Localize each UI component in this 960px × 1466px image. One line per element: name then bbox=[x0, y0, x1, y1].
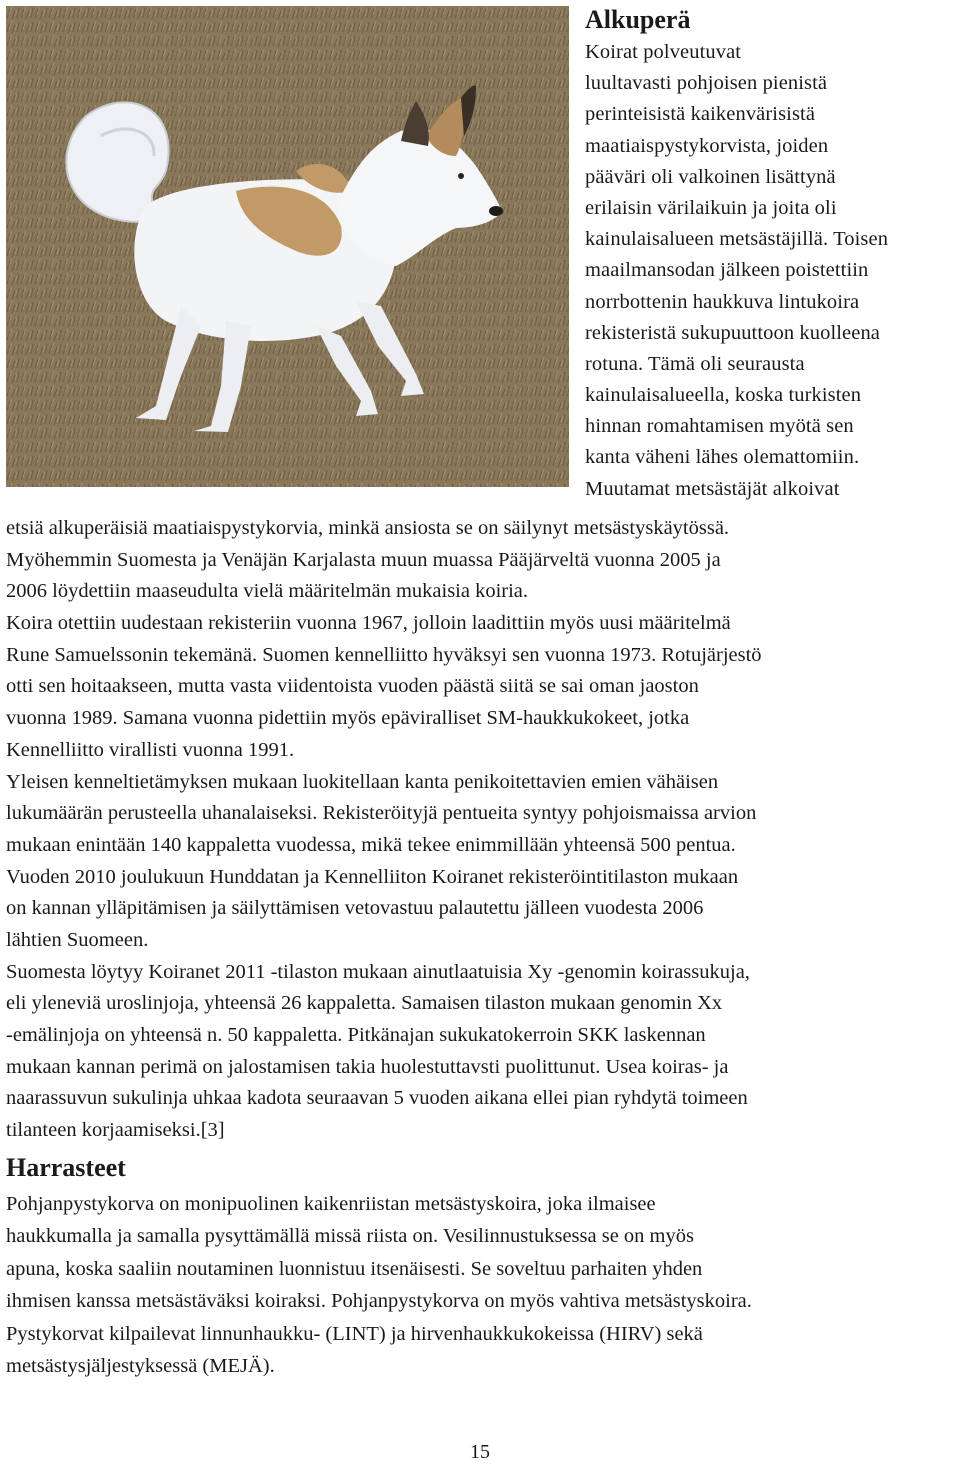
text-line: apuna, koska saaliin noutaminen luonnistuu itsenäisesti. Se soveltuu parhaiten yhden bbox=[6, 1257, 703, 1280]
text-line: Suomesta löytyy Koiranet 2011 -tilaston mukaan ainutlaatuisia Xy -genomin koirassukuja, bbox=[6, 960, 750, 983]
text-line: maatiaispystykorvista, joiden bbox=[585, 134, 829, 157]
alkupera-body-text bbox=[6, 513, 762, 1147]
alkupera-wrapped-paragraph bbox=[585, 37, 888, 505]
text-line: rotuna. Tämä oli seurausta bbox=[585, 352, 805, 375]
text-line: ihmisen kanssa metsästäväksi koiraksi. Pohjanpystykorva on myös vahtiva metsästyskoira. bbox=[6, 1290, 752, 1313]
text-line: lukumäärän perusteella uhanalaiseksi. Rekisteröityjä pentueita syntyy pohjoismaissa arvion bbox=[6, 802, 757, 825]
text-line: Koirat polveutuvat bbox=[585, 41, 742, 63]
text-line: 2006 löydettiin maaseudulta vielä määritelmän mukaisia koiria. bbox=[6, 580, 529, 603]
text-line: lähtien Suomeen. bbox=[6, 928, 149, 951]
text-line: luultavasti pohjoisen pienistä bbox=[585, 72, 828, 95]
text-line: Yleisen kenneltietämyksen mukaan luokitellaan kanta penikoitettavien emien vähäisen bbox=[6, 770, 719, 793]
section-heading-alkupera: Alkuperä bbox=[585, 5, 691, 34]
text-line: maailmansodan jälkeen poistettiin bbox=[585, 259, 869, 282]
text-line: tilanteen korjaamiseksi.[3] bbox=[6, 1119, 225, 1142]
text-line: Myöhemmin Suomesta ja Venäjän Karjalasta muun muassa Pääjärveltä vuonna 2005 ja bbox=[6, 548, 721, 571]
text-line: mukaan kannan perimä on jalostamisen takia huolestuttavsti puolittunut. Usea koiras- ja bbox=[6, 1055, 729, 1078]
text-line: metsästysjäljestyksessä (MEJÄ). bbox=[6, 1354, 275, 1377]
text-line: hinnan romahtamisen myötä sen bbox=[585, 415, 854, 438]
text-line: Kennelliitto virallisti vuonna 1991. bbox=[6, 738, 295, 761]
text-line: mukaan enintään 140 kappaletta vuodessa, mikä tekee enimmillään yhteensä 500 pentua. bbox=[6, 833, 736, 856]
text-line: kainulaisalueen metsästäjillä. Toisen bbox=[585, 228, 889, 251]
text-line: Muutamat metsästäjät alkoivat bbox=[585, 477, 840, 500]
text-line: etsiä alkuperäisiä maatiaispystykorvia, minkä ansiosta se on säilynyt metsästyskäytössä. bbox=[6, 517, 730, 539]
text-line: rekisteristä sukupuuttoon kuolleena bbox=[585, 321, 880, 344]
text-line: otti sen hoitaakseen, mutta vasta viidentoista vuoden päästä siitä se sai oman jaoston bbox=[6, 675, 699, 698]
dog-photo bbox=[6, 6, 569, 487]
text-line: Pystykorvat kilpailevat linnunhaukku- (LINT) ja hirvenhaukkukokeissa (HIRV) sekä bbox=[6, 1322, 703, 1345]
text-line: pääväri oli valkoinen lisättynä bbox=[585, 165, 836, 188]
dog-illustration bbox=[6, 6, 569, 487]
text-line: Rune Samuelssonin tekemänä. Suomen kennelliitto hyväksyi sen vuonna 1973. Rotujärjestö bbox=[6, 643, 762, 666]
text-line: on kannan ylläpitämisen ja säilyttämisen vetovastuu palautettu jälleen vuodesta 2006 bbox=[6, 897, 704, 920]
text-line: norrbottenin haukkuva lintukoira bbox=[585, 290, 860, 313]
page-number: 15 bbox=[470, 1441, 490, 1463]
text-line: kanta väheni lähes olemattomiin. bbox=[585, 446, 860, 469]
harrasteet-body-text bbox=[6, 1188, 752, 1382]
text-line: Koira otettiin uudestaan rekisteriin vuonna 1967, jolloin laadittiin myös uusi määritelmä bbox=[6, 612, 731, 635]
text-line: kainulaisalueella, koska turkisten bbox=[585, 384, 862, 407]
text-line: naarassuvun sukulinja uhkaa kadota seuraavan 5 vuoden aikana ellei pian ryhdytä toimeen bbox=[6, 1087, 748, 1110]
text-line: perinteisistä kaikenvärisistä bbox=[585, 103, 816, 126]
text-line: eli yleneviä uroslinjoja, yhteensä 26 kappaletta. Samaisen tilaston mukaan genomin Xx bbox=[6, 992, 723, 1015]
text-line: vuonna 1989. Samana vuonna pidettiin myös epäviralliset SM-haukkukokeet, jotka bbox=[6, 707, 690, 730]
text-line: erilaisin värilaikuin ja joita oli bbox=[585, 196, 837, 219]
text-line: Vuoden 2010 joulukuun Hunddatan ja Kennelliiton Koiranet rekisteröintitilaston mukaan bbox=[6, 865, 739, 888]
section-heading-harrasteet: Harrasteet bbox=[6, 1153, 126, 1182]
text-line: Pohjanpystykorva on monipuolinen kaikenriistan metsästyskoira, joka ilmaisee bbox=[6, 1193, 656, 1215]
text-line: haukkumalla ja samalla pysyttämällä missä riista on. Vesilinnustuksessa se on myös bbox=[6, 1225, 694, 1248]
text-line: -emälinjoja on yhteensä n. 50 kappaletta. Pitkänajan sukukatokerroin SKK laskennan bbox=[6, 1024, 706, 1046]
